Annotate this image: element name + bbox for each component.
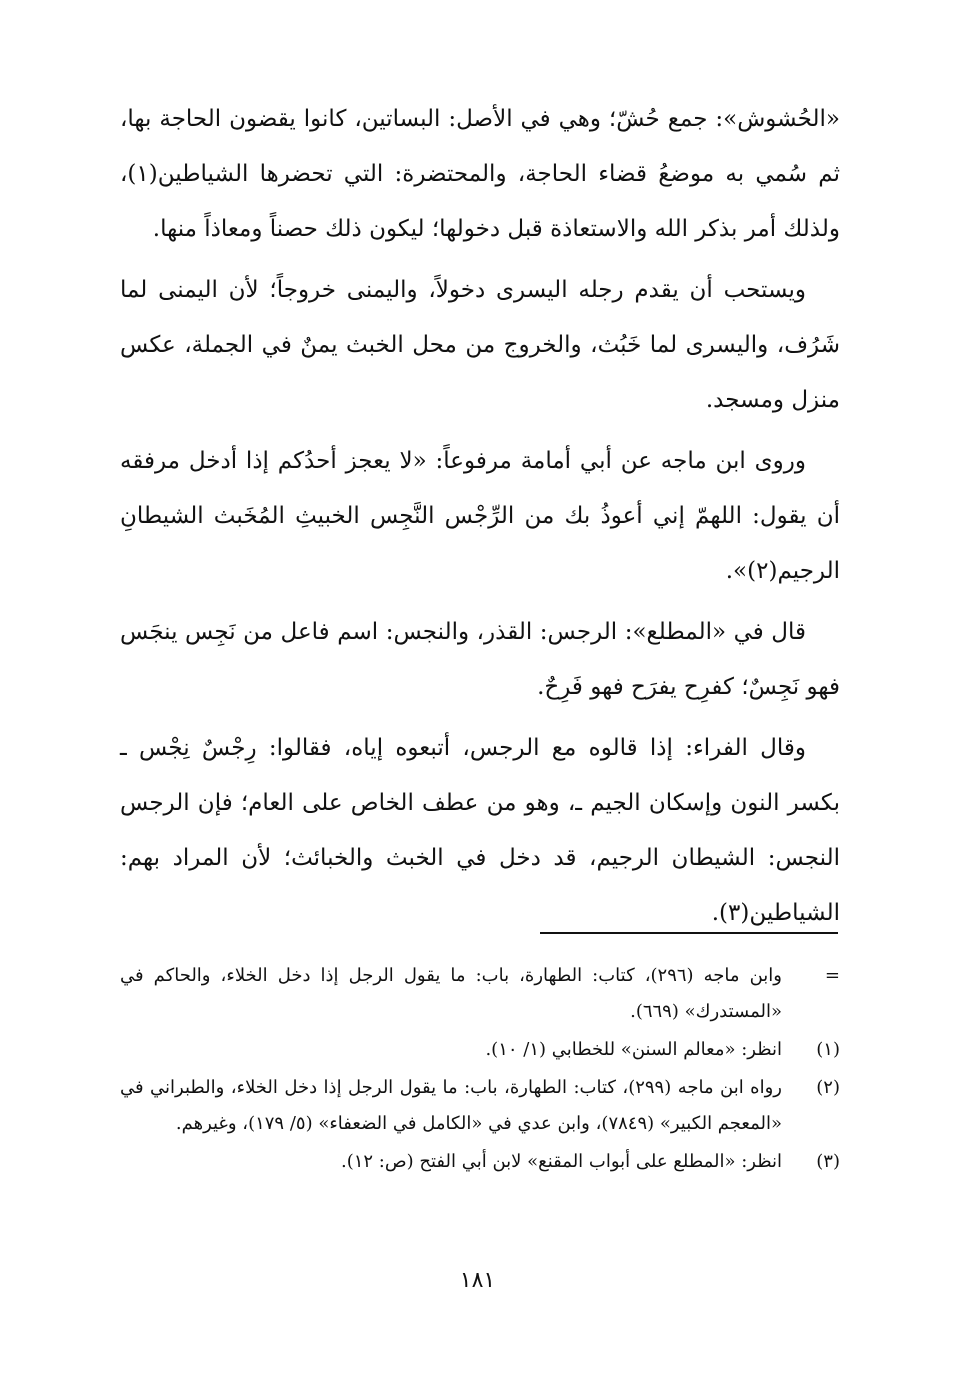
footnote-3 xyxy=(120,1144,840,1180)
page-number: ١٨١ xyxy=(459,1268,496,1293)
footnote-1 xyxy=(120,1032,840,1068)
footnote-divider xyxy=(540,932,838,934)
footnote-text: وابن ماجه (٢٩٦)، كتاب: الطهارة، باب: ما يقول الرجل إذا دخل الخلاء، والحاكم في «المستدرك» (٦٦٩). xyxy=(120,965,782,1022)
footnote-text: انظر: «معالم السنن» للخطابي (١/ ١٠). xyxy=(485,1039,782,1060)
footnote-mark: = xyxy=(824,965,840,986)
paragraph-ibn-majah-hadith: وروى ابن ماجه عن أبي أمامة مرفوعاً: «لا يعجز أحدُكم إذا أدخل مرفقه أن يقول: اللهمّ إني أعوذُ بك من الرِّجْس النَّجِس الخبيثِ المُخَبث الشيطانِ الرجيم(٢)». xyxy=(120,448,840,584)
footnote-text: رواه ابن ماجه (٢٩٩)، كتاب: الطهارة، باب: ما يقول الرجل إذا دخل الخلاء، والطبراني في «المعجم الكبير» (٧٨٤٩)، وابن عدي في «الكامل في الضعفاء» (٥/ ١٧٩)، وغيرهم. xyxy=(120,1077,782,1134)
main-text xyxy=(120,92,840,947)
footnote-continuation xyxy=(120,958,840,1030)
paragraph-left-right-foot: ويستحب أن يقدم رجله اليسرى دخولاً، واليمنى خروجاً؛ لأن اليمنى لما شَرُف، واليسرى لما خَبُث، والخروج من محل الخبث يمنٌ في الجملة، عكس منزل ومسجد. xyxy=(120,277,840,413)
footnote-mark: (٣) xyxy=(816,1151,840,1172)
paragraph-mutla-definition: قال في «المطلع»: الرجس: القذر، والنجس: اسم فاعل من نَجِس ينجَس فهو نَجِسٌ؛ كفرِح يفرَح فهو فَرِحٌ. xyxy=(120,619,840,700)
paragraph-farra-explanation: وقال الفراء: إذا قالوه مع الرجس، أتبعوه إياه، فقالوا: رِجْسٌ نِجْس ـ بكسر النون وإسكان الجيم ـ، وهو من عطف الخاص على العام؛ فإن الرجس النجس: الشيطان الرجيم، قد دخل في الخبث والخبائث؛ لأن المراد بهم: الشياطين(٣). xyxy=(120,735,840,926)
footnote-2 xyxy=(120,1070,840,1142)
footnotes xyxy=(120,958,840,1182)
footnote-text: انظر: «المطلع على أبواب المقنع» لابن أبي الفتح (ص: ١٢). xyxy=(340,1151,782,1172)
paragraph-hushush: «الحُشوش»: جمع حُشّ؛ وهي في الأصل: البساتين، كانوا يقضون الحاجة بها، ثم سُمي به موضعُ قضاء الحاجة، والمحتضرة: التي تحضرها الشياطين(١)، ولذلك أمر بذكر الله والاستعاذة قبل دخولها؛ ليكون ذلك حصناً ومعاذاً منها. xyxy=(120,106,840,242)
footnote-mark: (٢) xyxy=(816,1077,840,1098)
footnote-mark: (١) xyxy=(816,1039,840,1060)
